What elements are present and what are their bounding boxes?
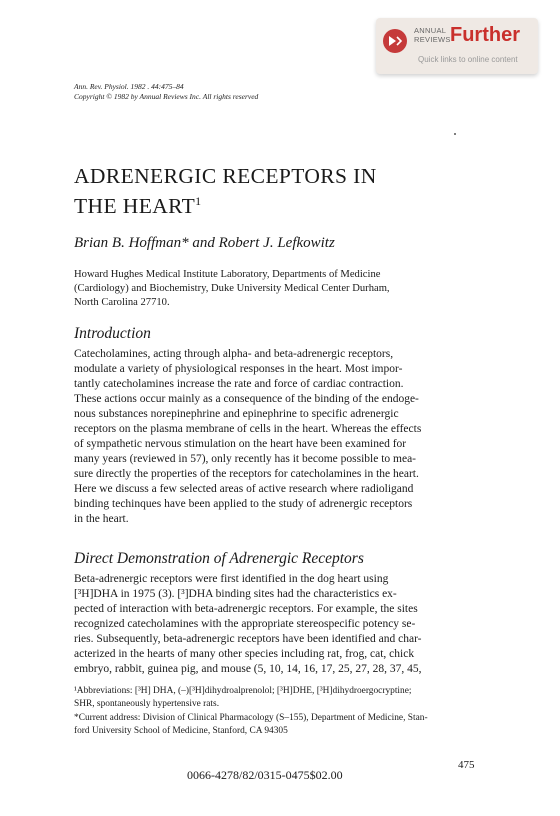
further-links-badge[interactable]: [376, 18, 538, 74]
text-line: sure directly the properties of the receptors for catecholamines in the heart.: [74, 468, 419, 480]
journal-citation: [74, 82, 258, 102]
text-line: in the heart.: [74, 513, 129, 525]
text-line: pected of interaction with beta-adrenergic receptors. For example, the sites: [74, 603, 418, 615]
annual-reviews-wordmark: ANNUAL REVIEWS: [414, 26, 451, 44]
page-number: 475: [458, 759, 475, 771]
title-line-2: THE HEART: [74, 194, 196, 219]
title-line-1: ADRENERGIC RECEPTORS IN: [74, 164, 377, 188]
text-line: ries. Subsequently, beta-adrenergic receptors have been identified and char-: [74, 633, 422, 645]
citation-line: Ann. Rev. Physiol. 1982 . 44:475–84: [74, 82, 184, 91]
footnote-line: ford University School of Medicine, Stanford, CA 94305: [74, 725, 288, 736]
authors: Brian B. Hoffman* and Robert J. Lefkowitz: [74, 235, 335, 251]
affiliation-line: North Carolina 27710.: [74, 297, 170, 308]
article-title: [74, 164, 434, 219]
text-line: Beta-adrenergic receptors were first identified in the dog heart using: [74, 573, 389, 585]
text-line: many years (reviewed in 57), only recently has it become possible to mea-: [74, 453, 417, 465]
text-line: nous substances norepinephrine and epinephrine to specific adrenergic: [74, 408, 399, 420]
affiliation-line: Howard Hughes Medical Institute Laboratory, Departments of Medicine: [74, 269, 381, 280]
text-line: acterized in the hearts of many other species including rat, frog, cat, chick: [74, 648, 415, 660]
text-line: modulate a variety of physiological responses in the heart. Most impor-: [74, 363, 403, 375]
footnote-abbreviations: [74, 685, 487, 710]
title-footnote-mark: 1: [195, 194, 202, 208]
footnote-line: ¹Abbreviations: [³H] DHA, (–)[³H]dihydroalprenolol; [³H]DHE, [³H]dihydroergocryptine;: [74, 686, 412, 696]
speck: [454, 133, 456, 135]
footnote-line: SHR, spontaneously hypertensive rats.: [74, 698, 220, 709]
direct-demonstration-paragraph: [74, 572, 487, 677]
further-subtitle: Quick links to online content: [418, 55, 518, 64]
annual-reviews-logo-icon: [383, 29, 407, 53]
affiliation-line: (Cardiology) and Biochemistry, Duke University Medical Center Durham,: [74, 283, 390, 294]
text-line: Catecholamines, acting through alpha- and beta-adrenergic receptors,: [74, 348, 394, 360]
text-line: recognized catecholamines with the appropriate stereospecific potency se-: [74, 618, 416, 630]
text-line: binding techinques have been applied to the study of adrenergic receptors: [74, 498, 413, 510]
text-line: [³H]DHA in 1975 (3). [³]DHA binding sites had the characteristics ex-: [74, 588, 397, 600]
text-line: embryo, rabbit, guinea pig, and mouse (5, 10, 14, 16, 17, 25, 27, 28, 37, 45,: [74, 663, 422, 675]
section-heading-introduction: Introduction: [74, 325, 151, 342]
text-line: receptors on the plasma membrane of cells in the heart. Whereas the effects: [74, 423, 422, 435]
further-label: Further: [450, 24, 520, 46]
text-line: Here we discuss a few selected areas of active research where radioligand: [74, 483, 414, 495]
copyright-line: Copyright © 1982 by Annual Reviews Inc. All rights reserved: [74, 92, 259, 101]
introduction-paragraph: [74, 347, 487, 527]
footnote-current-address: [74, 712, 487, 737]
text-line: These actions occur mainly as a consequence of the binding of the endoge-: [74, 393, 419, 405]
section-heading-direct-demonstration: Direct Demonstration of Adrenergic Receptors: [74, 550, 364, 567]
article-code: 0066-4278/82/0315-0475$02.00: [187, 768, 343, 782]
text-line: tantly catecholamines increase the rate and force of cardiac contraction.: [74, 378, 404, 390]
footnote-line: *Current address: Division of Clinical Pharmacology (S–155), Department of Medicine, Stan-: [74, 713, 428, 723]
affiliation: [74, 268, 484, 310]
text-line: of sympathetic nervous stimulation on the heart have been examined for: [74, 438, 407, 450]
